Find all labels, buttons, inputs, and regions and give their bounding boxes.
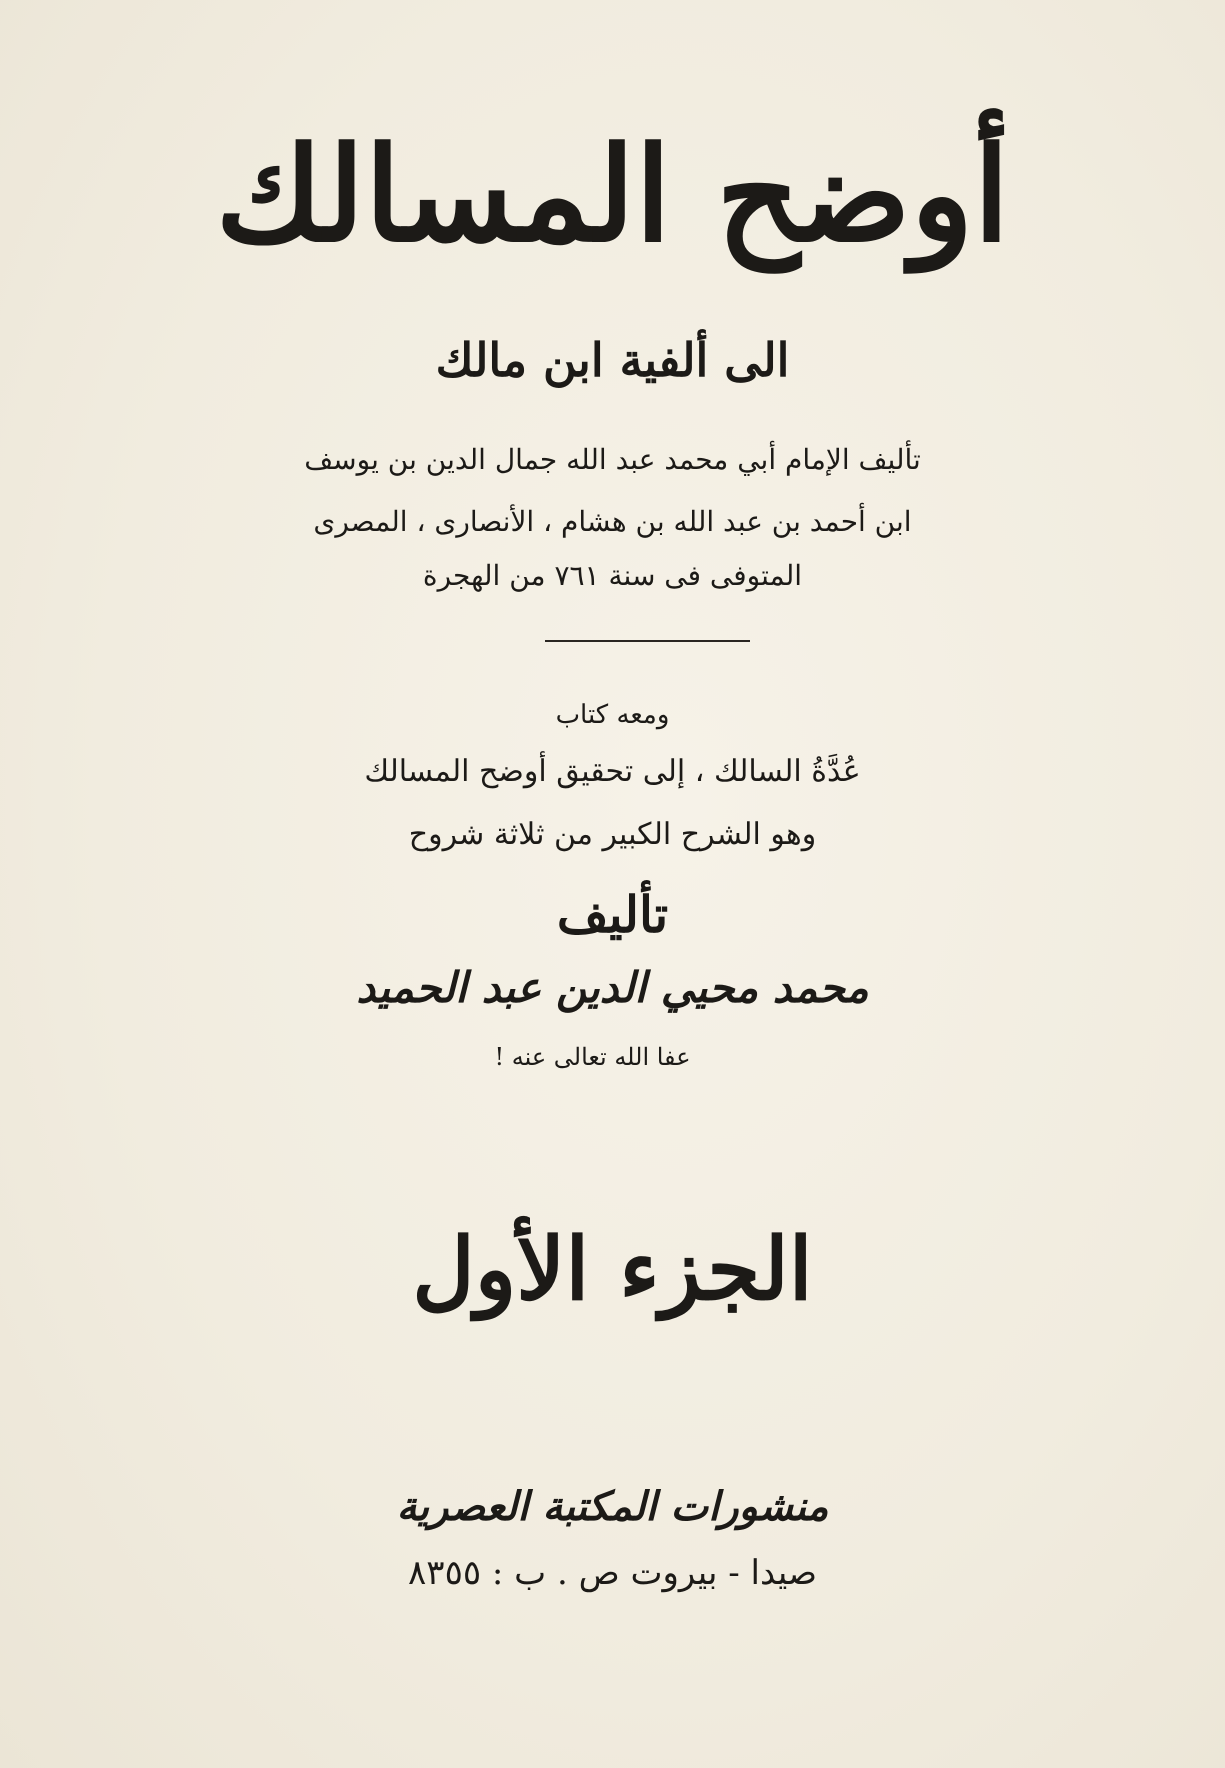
publisher-name: منشورات المكتبة العصرية	[396, 1483, 829, 1530]
authored-by-heading: تأليف	[556, 885, 669, 944]
commentary-title: عُدَّةُ السالك ، إلى تحقيق أوضح المسالك	[364, 754, 861, 789]
publisher-address: صيدا - بيروت ص . ب : ٨٣٥٥	[408, 1553, 817, 1593]
editor-name: محمد محيي الدين عبد الحميد	[356, 963, 869, 1012]
editor-blessing: عفا الله تعالى عنه !	[494, 1043, 691, 1071]
book-subtitle: الى ألفية ابن مالك	[435, 333, 790, 387]
author-line-2: ابن أحمد بن عبد الله بن هشام ، الأنصارى ، المصرى	[313, 505, 912, 538]
volume-number: الجزء الأول	[412, 1219, 813, 1320]
author-death-date: المتوفى فى سنة ٧٦١ من الهجرة	[422, 559, 803, 592]
author-line-1: تأليف الإمام أبي محمد عبد الله جمال الدين بن يوسف	[304, 443, 921, 476]
companion-intro: ومعه كتاب	[555, 700, 670, 730]
book-title: أوضح المسالك	[215, 118, 1010, 271]
commentary-description: وهو الشرح الكبير من ثلاثة شروح	[408, 817, 817, 852]
divider-rule	[545, 640, 750, 642]
